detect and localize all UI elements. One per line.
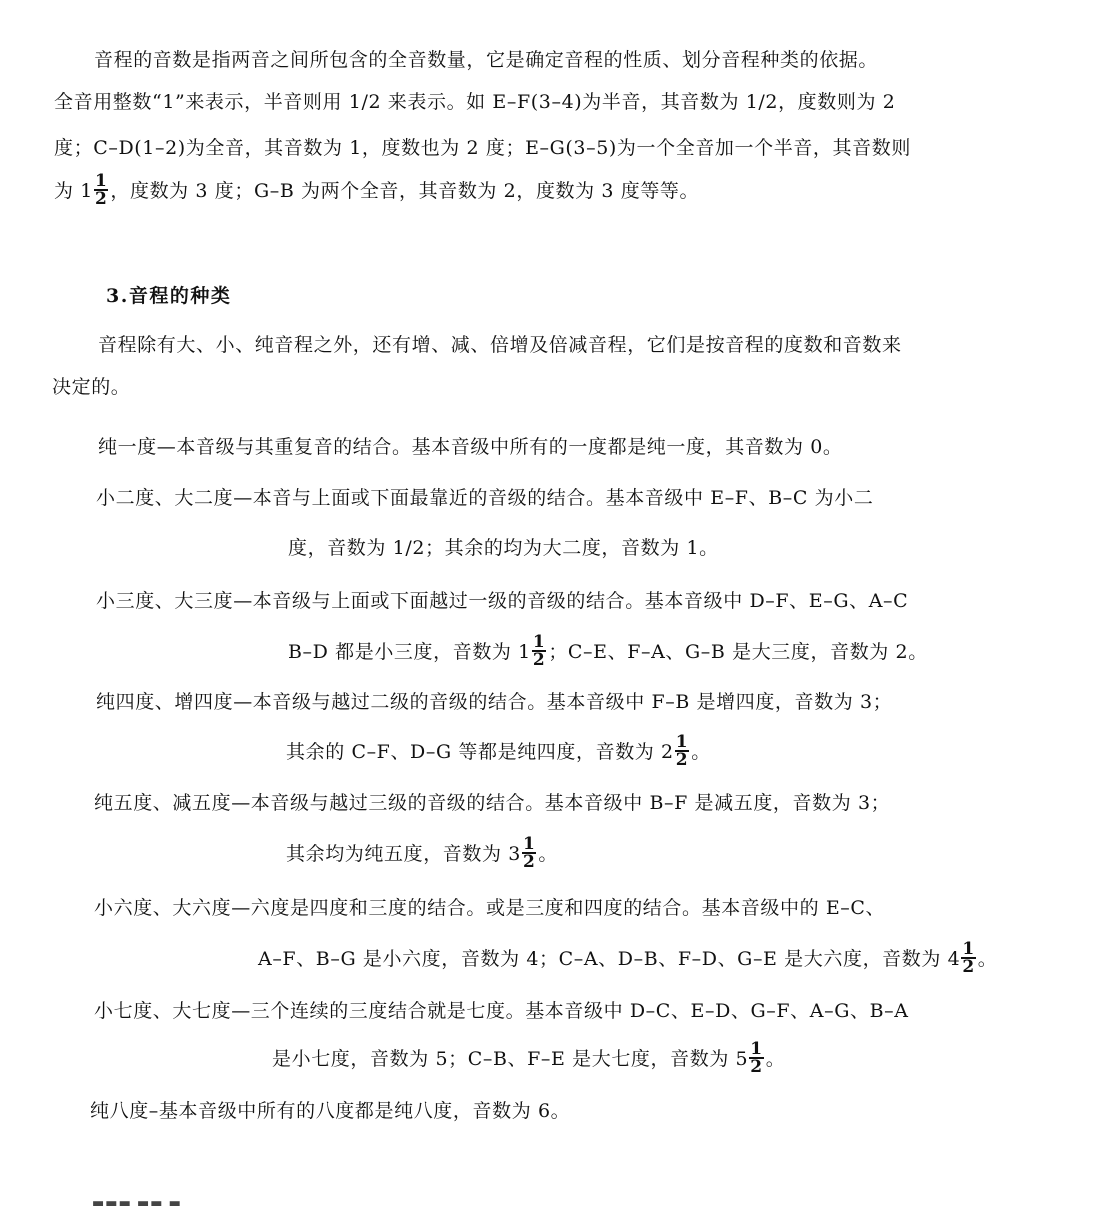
interval-third-line2 (288, 632, 928, 670)
fraction-numerator: 1 (750, 1039, 763, 1059)
interval-fourth-line2-suffix: 。 (691, 741, 711, 763)
interval-sixth-line2 (258, 939, 998, 977)
fraction-denominator: 2 (522, 852, 536, 872)
interval-unison: 纯一度—本音级与其重复音的结合。基本音级中所有的一度都是纯一度，其音数为 0。 (98, 436, 843, 458)
fraction-denominator: 2 (94, 189, 108, 209)
fraction-numerator: 1 (94, 171, 108, 191)
para1-line1: 音程的音数是指两音之间所包含的全音数量，它是确定音程的性质、划分音程种类的依据。 (94, 49, 879, 71)
fraction-numerator: 1 (962, 939, 975, 959)
interval-fourth-line2-prefix: 其余的 C–F、D–G 等都是纯四度，音数为 2 (286, 741, 674, 763)
para1-line4 (54, 171, 700, 209)
interval-second-line1: 小二度、大二度—本音与上面或下面最靠近的音级的结合。基本音级中 E–F、B–C 为小二 (96, 487, 874, 509)
interval-fifth-line2-prefix: 其余均为纯五度，音数为 3 (286, 843, 521, 865)
cropped-footer-mark: ▬▬▬ ▬▬ ▬ (92, 1196, 182, 1206)
interval-seventh-line1: 小七度、大七度—三个连续的三度结合就是七度。基本音级中 D–C、E–D、G–F、A–G、B–A (94, 1000, 909, 1022)
fraction-denominator: 2 (962, 957, 975, 977)
fraction-half (749, 1041, 763, 1075)
section-heading: 3.音程的种类 (106, 285, 232, 307)
interval-third-line1: 小三度、大三度—本音级与上面或下面越过一级的音级的结合。基本音级中 D–F、E–G、A–C (96, 590, 909, 612)
interval-seventh-line2 (272, 1039, 786, 1077)
fraction-denominator: 2 (750, 1057, 763, 1077)
para1-line3: 度；C–D(1–2)为全音，其音数为 1，度数也为 2 度；E–G(3–5)为一个全音加一个半音，其音数则 (54, 137, 911, 159)
para1-line4-prefix: 为 1 (54, 180, 93, 202)
fraction-half (961, 941, 975, 975)
fraction-numerator: 1 (522, 834, 536, 854)
interval-fourth-line2 (286, 732, 711, 770)
fraction-half (522, 836, 536, 870)
interval-sixth-line1: 小六度、大六度—六度是四度和三度的结合。或是三度和四度的结合。基本音级中的 E–C、 (94, 897, 886, 919)
interval-fifth-line2-suffix: 。 (538, 843, 558, 865)
fraction-half (94, 173, 108, 207)
interval-octave: 纯八度–基本音级中所有的八度都是纯八度，音数为 6。 (90, 1100, 571, 1122)
interval-fourth-line1: 纯四度、增四度—本音级与越过二级的音级的结合。基本音级中 F–B 是增四度，音数为 3； (96, 691, 893, 713)
interval-seventh-line2-suffix: 。 (765, 1048, 786, 1070)
para2-line1: 音程除有大、小、纯音程之外，还有增、减、倍增及倍减音程，它们是按音程的度数和音数来 (98, 334, 902, 356)
para1-line4-suffix: ，度数为 3 度；G–B 为两个全音，其音数为 2，度数为 3 度等等。 (110, 180, 700, 202)
interval-sixth-line2-suffix: 。 (977, 948, 998, 970)
fraction-numerator: 1 (532, 632, 546, 652)
para1-line2: 全音用整数“1”来表示，半音则用 1/2 来表示。如 E–F(3–4)为半音，其音数为 1/2，度数则为 2 (54, 91, 896, 113)
interval-seventh-line2-prefix: 是小七度，音数为 5；C–B、F–E 是大七度，音数为 5 (272, 1048, 749, 1070)
fraction-denominator: 2 (675, 750, 689, 770)
interval-sixth-line2-prefix: A–F、B–G 是小六度，音数为 4；C–A、D–B、F–D、G–E 是大六度，音数为 4 (258, 948, 961, 970)
interval-second-line2: 度，音数为 1/2；其余的均为大二度，音数为 1。 (288, 537, 719, 559)
interval-third-line2-prefix: B–D 都是小三度，音数为 1 (288, 641, 531, 663)
interval-fifth-line1: 纯五度、减五度—本音级与越过三级的音级的结合。基本音级中 B–F 是减五度，音数为 3； (94, 792, 891, 814)
interval-fifth-line2 (286, 834, 558, 872)
interval-third-line2-suffix: ；C–E、F–A、G–B 是大三度，音数为 2。 (548, 641, 928, 663)
para2-line2: 决定的。 (52, 376, 131, 398)
fraction-numerator: 1 (675, 732, 689, 752)
fraction-denominator: 2 (532, 650, 546, 670)
fraction-half (532, 634, 546, 668)
fraction-half (675, 734, 689, 768)
